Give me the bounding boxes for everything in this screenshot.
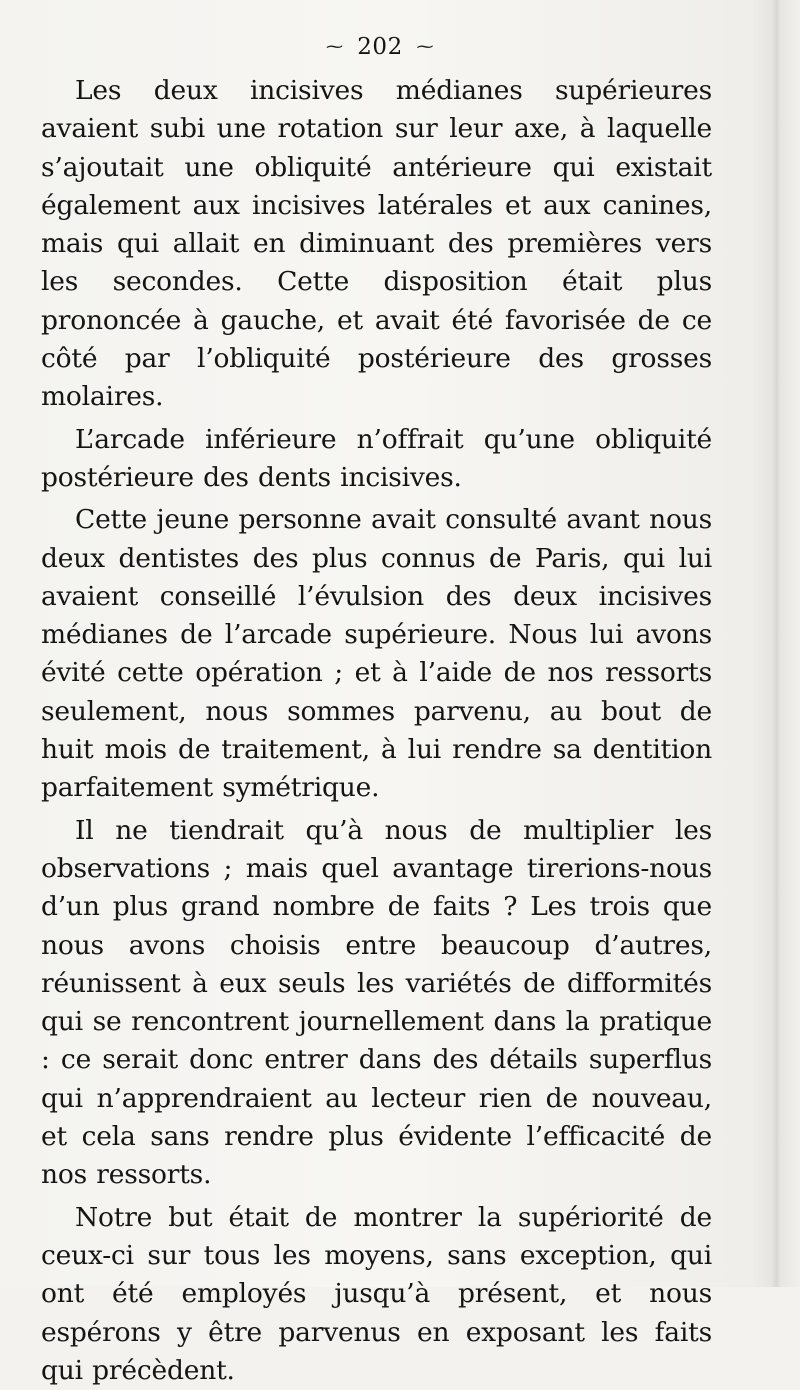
paragraph-4: Il ne tiendrait qu’à nous de multiplier les observations ; mais quel avantage tirerions-nous d’un plus grand nombre de faits ? Les trois que nous avons choisis entre beaucoup d’autres, réunissent à eux seuls les variétés de difformités qui se rencontrent journellement dans la pratique : ce serait donc entrer dans des détails superflus qui n’apprendraient au lecteur rien de nouveau, et cela sans rendre plus évidente l’efficacité de nos ressorts. bbox=[41, 814, 712, 1191]
paragraph-3: Cette jeune personne avait consulté avant nous deux dentistes des plus connus de Paris, qui lui avaient conseillé l’évulsion des deux incisives médianes de l’arcade supérieure. Nous lui avons évité cette opération ; et à l’aide de nos ressorts seulement, nous sommes parvenu, au bout de huit mois de traitement, à lui rendre sa dentition parfaitement symétrique. bbox=[41, 504, 712, 804]
paragraph-5: Notre but était de montrer la supériorité de ceux-ci sur tous les moyens, sans exception, qui ont été employés jusqu’à présent, et nous espérons y être parvenus en exposant les faits qui précèdent. bbox=[41, 1201, 712, 1386]
paragraph-1: Les deux incisives médianes supérieures avaient subi une rotation sur leur axe, à laquelle s’ajoutait une obliquité antérieure qui existait également aux incisives latérales et aux canines, mais qui allait en diminuant des premières vers les secondes. Cette disposition était plus prononcée à gauche, et avait été favorisée de ce côté par l’obliquité postérieure des grosses molaires. bbox=[41, 75, 712, 413]
page-header bbox=[0, 33, 760, 61]
body-text bbox=[41, 72, 712, 1390]
page-number: 202 bbox=[357, 34, 403, 60]
right-ornament-icon: ⁓ bbox=[416, 37, 435, 57]
page-edge-shadow bbox=[772, 0, 780, 1287]
paragraph-2: L’arcade inférieure n’offrait qu’une obliquité postérieure des dents incisives. bbox=[41, 423, 712, 493]
left-ornament-icon: ⁓ bbox=[325, 37, 344, 57]
